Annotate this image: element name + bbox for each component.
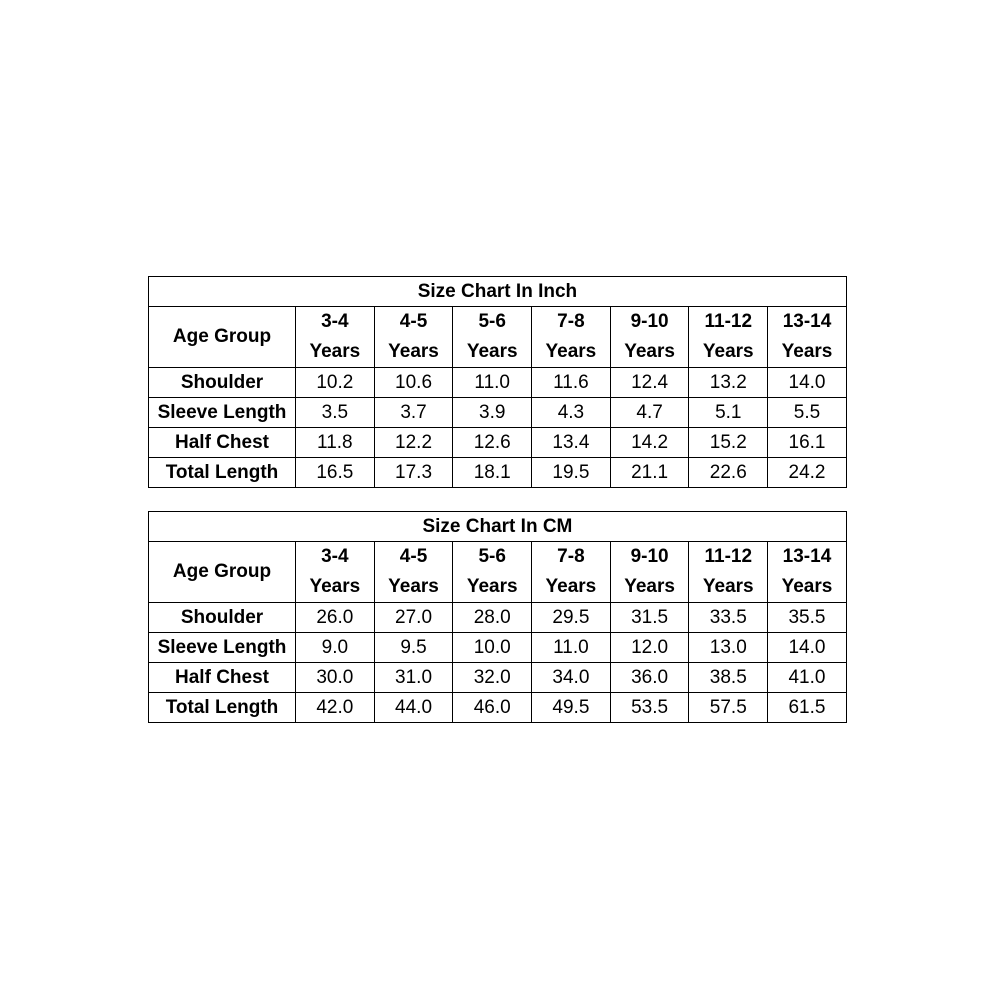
title-row [149, 277, 847, 307]
table-cell: 11.0 [532, 633, 611, 663]
age-column-header [768, 307, 847, 368]
table-cell: 11.6 [532, 368, 611, 398]
table-cell: 11.0 [453, 368, 532, 398]
years-label: Years [388, 576, 439, 597]
table-cell: 12.0 [610, 633, 689, 663]
age-range: 3-4 [321, 546, 349, 567]
size-chart-cm [148, 511, 847, 723]
years-label: Years [781, 341, 833, 362]
table-cell: 5.1 [689, 398, 768, 428]
table-cell: 32.0 [453, 663, 532, 693]
row-label-total-length: Total Length [149, 458, 296, 488]
age-column-header [689, 307, 768, 368]
age-range: 11-12 [704, 311, 753, 332]
table-cell: 21.1 [610, 458, 689, 488]
age-range: 4-5 [399, 311, 428, 332]
table-cell: 19.5 [532, 458, 611, 488]
table-row [149, 398, 847, 428]
age-column-header [374, 307, 453, 368]
years-label: Years [702, 576, 754, 597]
table-cell: 26.0 [296, 603, 375, 633]
age-column-header [453, 542, 532, 603]
table-cell: 5.5 [768, 398, 847, 428]
table-row [149, 458, 847, 488]
age-range: 13-14 [782, 546, 832, 567]
row-label-half-chest: Half Chest [149, 428, 296, 458]
age-column-header [610, 542, 689, 603]
table-row [149, 633, 847, 663]
row-label-sleeve-length: Sleeve Length [149, 633, 296, 663]
table-cell: 9.5 [374, 633, 453, 663]
table-cell: 4.7 [610, 398, 689, 428]
table-cell: 29.5 [532, 603, 611, 633]
years-label: Years [466, 341, 518, 362]
table-cell: 14.0 [768, 633, 847, 663]
age-range: 5-6 [478, 546, 506, 567]
age-range: 11-12 [704, 546, 753, 567]
table-cell: 10.0 [453, 633, 532, 663]
years-label: Years [624, 341, 675, 362]
table-cell: 41.0 [768, 663, 847, 693]
years-label: Years [309, 576, 361, 597]
years-label: Years [702, 341, 754, 362]
table-cell: 42.0 [296, 693, 375, 723]
years-label: Years [781, 576, 833, 597]
table-cell: 35.5 [768, 603, 847, 633]
table-cell: 9.0 [296, 633, 375, 663]
table-cell: 57.5 [689, 693, 768, 723]
table-cell: 53.5 [610, 693, 689, 723]
table-cell: 3.5 [296, 398, 375, 428]
table-cell: 15.2 [689, 428, 768, 458]
table-cell: 10.6 [374, 368, 453, 398]
table-cell: 13.4 [532, 428, 611, 458]
table-row [149, 428, 847, 458]
table-cell: 11.8 [296, 428, 375, 458]
table-cell: 3.9 [453, 398, 532, 428]
table-cell: 10.2 [296, 368, 375, 398]
table-cell: 14.2 [610, 428, 689, 458]
row-label-half-chest: Half Chest [149, 663, 296, 693]
table-cell: 49.5 [532, 693, 611, 723]
table-cell: 16.5 [296, 458, 375, 488]
age-range: 4-5 [399, 546, 428, 567]
table-cell: 27.0 [374, 603, 453, 633]
years-label: Years [545, 576, 597, 597]
table-cell: 61.5 [768, 693, 847, 723]
table-row [149, 693, 847, 723]
years-label: Years [545, 341, 597, 362]
age-column-header [296, 307, 375, 368]
table-cell: 28.0 [453, 603, 532, 633]
table-cell: 3.7 [374, 398, 453, 428]
table-cell: 13.0 [689, 633, 768, 663]
age-range: 13-14 [782, 311, 832, 332]
table-cell: 30.0 [296, 663, 375, 693]
age-range: 9-10 [630, 311, 669, 332]
table-row [149, 603, 847, 633]
years-label: Years [624, 576, 675, 597]
age-range: 3-4 [321, 311, 349, 332]
table-cell: 18.1 [453, 458, 532, 488]
size-chart-inch [148, 276, 847, 488]
age-range: 5-6 [478, 311, 506, 332]
table-cell: 12.4 [610, 368, 689, 398]
table-cell: 44.0 [374, 693, 453, 723]
age-column-header [768, 542, 847, 603]
table-cell: 16.1 [768, 428, 847, 458]
age-header-row [149, 307, 847, 368]
table-cell: 46.0 [453, 693, 532, 723]
table-cell: 17.3 [374, 458, 453, 488]
table-cell: 4.3 [532, 398, 611, 428]
age-column-header [296, 542, 375, 603]
age-range: 9-10 [630, 546, 669, 567]
age-range: 7-8 [557, 546, 585, 567]
title-row [149, 512, 847, 542]
table-cell: 31.5 [610, 603, 689, 633]
age-group-label: Age Group [149, 307, 296, 368]
table-cell: 38.5 [689, 663, 768, 693]
age-column-header [610, 307, 689, 368]
table-cell: 31.0 [374, 663, 453, 693]
row-label-shoulder: Shoulder [149, 603, 296, 633]
table-cell: 13.2 [689, 368, 768, 398]
table-title: Size Chart In Inch [149, 277, 847, 307]
age-column-header [532, 307, 611, 368]
table-cell: 34.0 [532, 663, 611, 693]
years-label: Years [309, 341, 361, 362]
table-cell: 12.6 [453, 428, 532, 458]
age-column-header [453, 307, 532, 368]
age-range: 7-8 [557, 311, 585, 332]
age-column-header [689, 542, 768, 603]
table-row [149, 368, 847, 398]
row-label-shoulder: Shoulder [149, 368, 296, 398]
years-label: Years [388, 341, 439, 362]
age-column-header [374, 542, 453, 603]
row-label-total-length: Total Length [149, 693, 296, 723]
table-row [149, 663, 847, 693]
years-label: Years [466, 576, 518, 597]
table-cell: 33.5 [689, 603, 768, 633]
table-cell: 36.0 [610, 663, 689, 693]
age-header-row [149, 542, 847, 603]
age-group-label: Age Group [149, 542, 296, 603]
table-cell: 22.6 [689, 458, 768, 488]
age-column-header [532, 542, 611, 603]
table-title: Size Chart In CM [149, 512, 847, 542]
row-label-sleeve-length: Sleeve Length [149, 398, 296, 428]
table-cell: 12.2 [374, 428, 453, 458]
table-cell: 24.2 [768, 458, 847, 488]
table-cell: 14.0 [768, 368, 847, 398]
